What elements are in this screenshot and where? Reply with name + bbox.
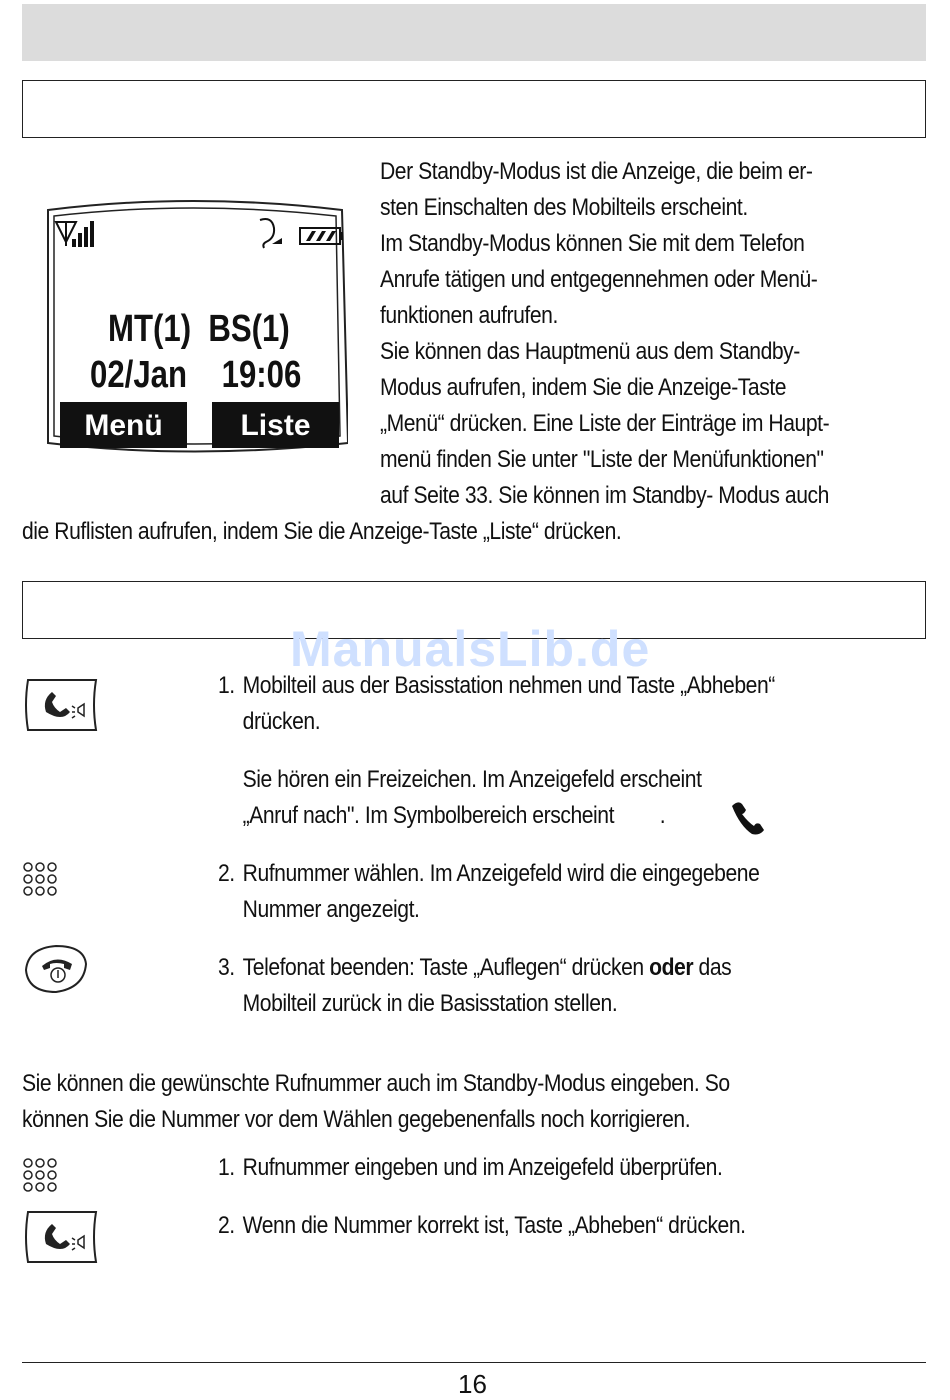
text-line: Im Standby-Modus können Sie mit dem Telefon [380,230,805,257]
text-line: funktionen aufrufen. [380,302,558,329]
text-segment: Telefonat beenden: Taste „Auflegen“ drücken [242,954,650,981]
intro-last-line: die Ruflisten aufrufen, indem Sie die Anzeige-Taste „Liste“ drücken. [22,518,622,545]
watermark: ManualsLib.de [290,621,651,677]
text-line: Rufnummer eingeben und im Anzeigefeld überprüfen. [242,1154,723,1181]
display-date-time: 02/Jan 19:06 [90,354,302,396]
step-number: 2. [218,860,235,887]
handset-icon [728,798,768,838]
page-number: 16 [458,1369,487,1399]
text-line [243,950,732,986]
off-hook-key-icon [22,678,100,732]
keypad-icon [22,1158,62,1194]
display-status-line: MT(1) BS(1) [108,308,290,350]
softkey-list: Liste [212,402,339,448]
emphasis: oder [649,954,694,981]
text-line: Mobilteil aus der Basisstation nehmen und Taste „Abheben“ [242,672,775,699]
step-number: 2. [218,1212,235,1239]
text-line: sten Einschalten des Mobilteils erscheint. [380,194,748,221]
text-line: Der Standby-Modus ist die Anzeige, die beim er- [380,158,813,185]
text-segment: „Anruf nach". Im Symbolbereich erscheint [242,802,615,829]
text-line: Mobilteil zurück in die Basisstation stellen. [242,990,618,1017]
ear-icon [260,219,282,248]
step-number: 3. [218,954,235,981]
text-line [243,798,702,834]
keypad-icon [22,862,62,898]
text-line: Modus aufrufen, indem Sie die Anzeige-Taste [380,374,787,401]
text-line: Sie können die gewünschte Rufnummer auch im Standby-Modus eingeben. So [22,1070,730,1097]
text-line: drücken. [242,708,321,735]
section-heading-box [22,80,926,138]
text-line: können Sie die Nummer vor dem Wählen gegebenenfalls noch korrigieren. [22,1106,691,1133]
text-line: Rufnummer wählen. Im Anzeigefeld wird die eingegebene [242,860,760,887]
header-bar [22,4,926,61]
text-line: „Menü“ drücken. Eine Liste der Einträge im Haupt- [380,410,830,437]
softkey-menu: Menü [60,402,187,448]
text-line: Wenn die Nummer korrekt ist, Taste „Abheben“ drücken. [242,1212,746,1239]
step-number: 1. [218,672,235,699]
on-hook-key-icon [22,942,90,996]
off-hook-key-icon [22,1210,100,1264]
text-line: Sie hören ein Freizeichen. Im Anzeigefeld erscheint [242,766,702,793]
intro-paragraph [380,154,926,514]
text-line: auf Seite 33. Sie können im Standby- Modus auch [380,482,829,509]
step-number: 1. [218,1154,235,1181]
period: . [659,802,666,829]
signal-strength-icon [56,221,94,247]
text-line: menü finden Sie unter "Liste der Menüfunktionen" [380,446,824,473]
text-line: Anrufe tätigen und entgegennehmen oder Menü- [380,266,818,293]
text-line: Sie können das Hauptmenü aus dem Standby- [380,338,800,365]
handset-display-illustration [42,198,348,456]
text-line: Nummer angezeigt. [242,896,420,923]
predial-paragraph [22,1066,937,1138]
text-segment: das [693,954,732,981]
footer-rule [22,1362,926,1363]
